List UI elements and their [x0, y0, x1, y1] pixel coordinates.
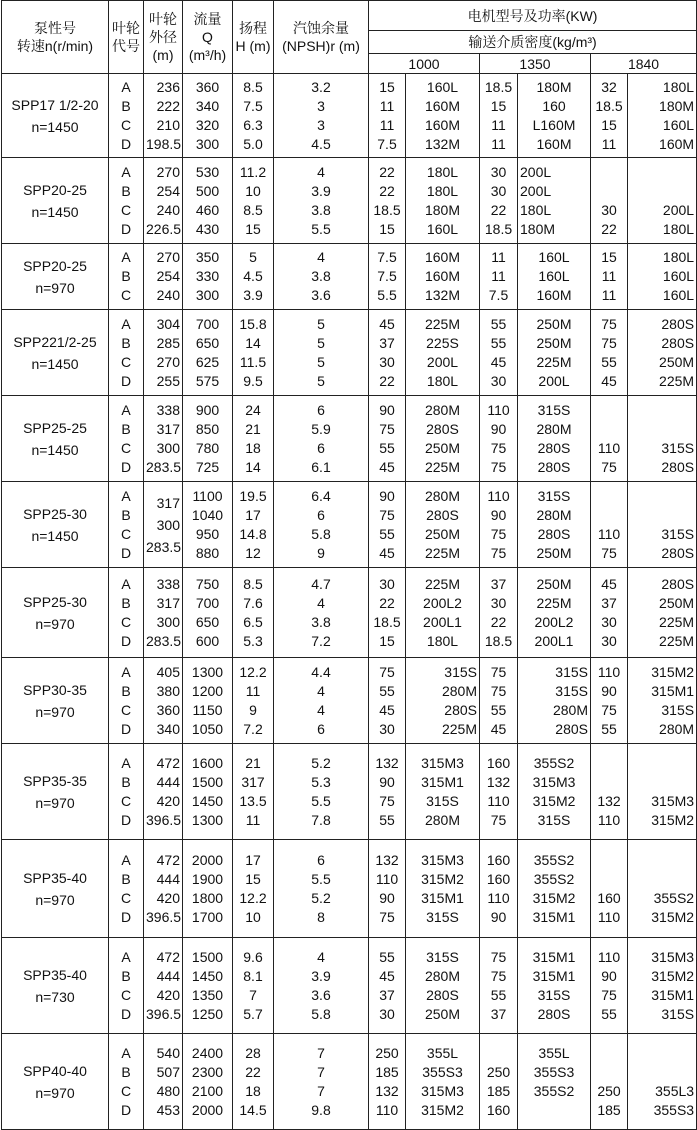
motor-1840-cell: 355S2 315M2 — [628, 840, 697, 938]
motor-1840-cell: 315S 280S — [628, 396, 697, 482]
motor-1350-cell: 315S 315S 280M 280S — [518, 658, 591, 744]
impeller-code-cell: A B C — [109, 244, 144, 310]
table-row — [2, 938, 697, 1034]
impeller-code-cell: A B C D — [109, 1034, 144, 1130]
impeller-diameter-cell: 405 380 360 340 — [144, 658, 183, 744]
power-1840-cell: 75 75 55 45 — [591, 310, 628, 396]
power-1350-cell: 250 185 160 — [480, 1034, 518, 1130]
power-1350-cell: 37 30 22 18.5 — [480, 568, 518, 658]
head-cell: 19.5 17 14.8 12 — [233, 482, 274, 568]
motor-1840-cell: 315S 280S — [628, 482, 697, 568]
motor-1350-cell: 160L 160L 160M — [518, 244, 591, 310]
pump-model-cell: SPP30-35 n=970 — [2, 658, 109, 744]
table-row — [2, 74, 697, 158]
impeller-diameter-cell: 338 317 300 283.5 — [144, 396, 183, 482]
table-row — [2, 482, 697, 568]
motor-1350-cell: 180M 160 L160M 160M — [518, 74, 591, 158]
impeller-code-cell: A B C D — [109, 658, 144, 744]
motor-1350-cell: 315M1 315M1 315S 280S — [518, 938, 591, 1034]
power-1840-cell: 110 90 75 55 — [591, 938, 628, 1034]
pump-model-cell: SPP25-25 n=1450 — [2, 396, 109, 482]
power-1000-cell: 15 11 11 7.5 — [369, 74, 406, 158]
power-1350-cell: 11 11 7.5 — [480, 244, 518, 310]
motor-1840-cell: 280S 250M 225M 225M — [628, 568, 697, 658]
motor-1350-cell: 355S2 355S2 315M2 315M1 — [518, 840, 591, 938]
header-head: 扬程 H (m) — [233, 1, 274, 74]
impeller-diameter-cell: 270 254 240 226.5 — [144, 158, 183, 244]
pump-model-cell: SPP40-40 n=970 — [2, 1034, 109, 1130]
motor-1000-cell: 160M 160M 132M — [406, 244, 480, 310]
pump-model-cell: SPP20-25 n=970 — [2, 244, 109, 310]
power-1000-cell: 7.5 7.5 5.5 — [369, 244, 406, 310]
power-1840-cell: 110 75 — [591, 396, 628, 482]
header-motor: 电机型号及功率(KW) — [369, 1, 697, 31]
power-1840-cell: 32 18.5 15 11 — [591, 74, 628, 158]
power-1000-cell: 45 37 30 22 — [369, 310, 406, 396]
motor-1350-cell: 250M 225M 200L2 200L1 — [518, 568, 591, 658]
power-1000-cell: 75 55 45 30 — [369, 658, 406, 744]
power-1350-cell: 55 55 45 30 — [480, 310, 518, 396]
motor-1840-cell: 200L 180L — [628, 158, 697, 244]
impeller-code-cell: A B C D — [109, 840, 144, 938]
table-row — [2, 744, 697, 840]
table-row — [2, 840, 697, 938]
motor-1000-cell: 315M3 315M1 315S 280M — [406, 744, 480, 840]
table-row — [2, 1034, 697, 1130]
header-density-1350: 1350 — [480, 54, 591, 74]
impeller-code-cell: A B C D — [109, 482, 144, 568]
impeller-code-cell: A B C D — [109, 396, 144, 482]
flow-cell: 1500 1450 1350 1250 — [183, 938, 233, 1034]
pump-model-cell: SPP35-40 n=730 — [2, 938, 109, 1034]
power-1840-cell: 45 37 30 30 — [591, 568, 628, 658]
head-cell: 9.6 8.1 7 5.7 — [233, 938, 274, 1034]
motor-1840-cell: 280S 280S 250M 225M — [628, 310, 697, 396]
flow-cell: 360 340 320 300 — [183, 74, 233, 158]
impeller-code-cell: A B C D — [109, 568, 144, 658]
flow-cell: 2400 2300 2100 2000 — [183, 1034, 233, 1130]
npsh-cell: 4.4 4 4 6 — [274, 658, 369, 744]
power-1000-cell: 90 75 55 45 — [369, 396, 406, 482]
npsh-cell: 7 7 7 9.8 — [274, 1034, 369, 1130]
npsh-cell: 5.2 5.3 5.5 7.8 — [274, 744, 369, 840]
impeller-diameter-cell: 317 300 283.5 — [144, 482, 183, 568]
motor-1840-cell: 180L 180M 160L 160M — [628, 74, 697, 158]
pump-model-cell: SPP35-35 n=970 — [2, 744, 109, 840]
power-1000-cell: 55 45 37 30 — [369, 938, 406, 1034]
head-cell: 24 21 18 14 — [233, 396, 274, 482]
impeller-code-cell: A B C D — [109, 938, 144, 1034]
power-1350-cell: 160 132 110 75 — [480, 744, 518, 840]
table-row — [2, 158, 697, 244]
motor-1000-cell: 225M 225S 200L 180L — [406, 310, 480, 396]
header-flow: 流量 Q (m³/h) — [183, 1, 233, 74]
motor-1840-cell: 315M3 315M2 315M1 315S — [628, 938, 697, 1034]
motor-1840-cell: 180L 160L 160L — [628, 244, 697, 310]
power-1000-cell: 132 90 75 55 — [369, 744, 406, 840]
power-1000-cell: 90 75 55 45 — [369, 482, 406, 568]
pump-model-cell: SPP221/2-25 n=1450 — [2, 310, 109, 396]
flow-cell: 1600 1500 1450 1300 — [183, 744, 233, 840]
power-1350-cell: 75 75 55 37 — [480, 938, 518, 1034]
power-1840-cell: 15 11 11 — [591, 244, 628, 310]
head-cell: 5 4.5 3.9 — [233, 244, 274, 310]
table-row — [2, 568, 697, 658]
npsh-cell: 4 3.9 3.6 5.8 — [274, 938, 369, 1034]
power-1000-cell: 30 22 18.5 15 — [369, 568, 406, 658]
npsh-cell: 6 5.5 5.2 8 — [274, 840, 369, 938]
impeller-diameter-cell: 304 285 270 255 — [144, 310, 183, 396]
power-1350-cell: 110 90 75 75 — [480, 482, 518, 568]
power-1000-cell: 22 22 18.5 15 — [369, 158, 406, 244]
motor-1840-cell: 315M2 315M1 315S 280M — [628, 658, 697, 744]
npsh-cell: 3.2 3 3 4.5 — [274, 74, 369, 158]
flow-cell: 1100 1040 950 880 — [183, 482, 233, 568]
motor-1000-cell: 280M 280S 250M 225M — [406, 396, 480, 482]
npsh-cell: 6 5.9 6 6.1 — [274, 396, 369, 482]
flow-cell: 900 850 780 725 — [183, 396, 233, 482]
power-1350-cell: 75 75 55 45 — [480, 658, 518, 744]
motor-1840-cell: 315M3 315M2 — [628, 744, 697, 840]
header-density: 输送介质密度(kg/m³) — [369, 31, 697, 54]
head-cell: 17 15 12.2 10 — [233, 840, 274, 938]
impeller-diameter-cell: 338 317 300 283.5 — [144, 568, 183, 658]
table-header — [2, 1, 697, 74]
motor-1000-cell: 225M 200L2 200L1 180L — [406, 568, 480, 658]
head-cell: 8.5 7.5 6.3 5.0 — [233, 74, 274, 158]
flow-cell: 530 500 460 430 — [183, 158, 233, 244]
npsh-cell: 5 5 5 5 — [274, 310, 369, 396]
power-1000-cell: 132 110 90 75 — [369, 840, 406, 938]
power-1840-cell: 250 185 — [591, 1034, 628, 1130]
pump-model-cell: SPP35-40 n=970 — [2, 840, 109, 938]
impeller-code-cell: A B C D — [109, 310, 144, 396]
power-1840-cell: 110 75 — [591, 482, 628, 568]
motor-1840-cell: 355L3 355S3 — [628, 1034, 697, 1130]
header-density-1000: 1000 — [369, 54, 480, 74]
motor-1350-cell: 355S2 315M3 315M2 315S — [518, 744, 591, 840]
power-1350-cell: 30 30 22 18.5 — [480, 158, 518, 244]
flow-cell: 1300 1200 1150 1050 — [183, 658, 233, 744]
impeller-code-cell: A B C D — [109, 744, 144, 840]
motor-1350-cell: 250M 250M 225M 200L — [518, 310, 591, 396]
header-npsh: 汽蚀余量 (NPSH)r (m) — [274, 1, 369, 74]
impeller-diameter-cell: 472 444 420 396.5 — [144, 938, 183, 1034]
motor-1000-cell: 160L 160M 160M 132M — [406, 74, 480, 158]
table-row — [2, 310, 697, 396]
impeller-code-cell: A B C D — [109, 158, 144, 244]
impeller-diameter-cell: 236 222 210 198.5 — [144, 74, 183, 158]
header-pump-model: 泵性号 转速n(r/min) — [2, 1, 109, 74]
power-1350-cell: 18.5 15 11 11 — [480, 74, 518, 158]
motor-1350-cell: 355L 355S3 355S2 — [518, 1034, 591, 1130]
table-row — [2, 244, 697, 310]
motor-1000-cell: 280M 280S 250M 225M — [406, 482, 480, 568]
motor-1350-cell: 315S 280M 280S 250M — [518, 482, 591, 568]
impeller-code-cell: A B C D — [109, 74, 144, 158]
head-cell: 15.8 14 11.5 9.5 — [233, 310, 274, 396]
table-row — [2, 396, 697, 482]
npsh-cell: 4.7 4 3.8 7.2 — [274, 568, 369, 658]
flow-cell: 750 700 650 600 — [183, 568, 233, 658]
header-impeller-code: 叶轮 代号 — [109, 1, 144, 74]
impeller-diameter-cell: 472 444 420 396.5 — [144, 744, 183, 840]
pump-model-cell: SPP25-30 n=970 — [2, 568, 109, 658]
head-cell: 12.2 11 9 7.2 — [233, 658, 274, 744]
power-1350-cell: 110 90 75 75 — [480, 396, 518, 482]
motor-1000-cell: 180L 180L 180M 160L — [406, 158, 480, 244]
head-cell: 8.5 7.6 6.5 5.3 — [233, 568, 274, 658]
flow-cell: 350 330 300 — [183, 244, 233, 310]
power-1840-cell: 30 22 — [591, 158, 628, 244]
flow-cell: 2000 1900 1800 1700 — [183, 840, 233, 938]
motor-1000-cell: 315S 280M 280S 225M — [406, 658, 480, 744]
flow-cell: 700 650 625 575 — [183, 310, 233, 396]
impeller-diameter-cell: 270 254 240 — [144, 244, 183, 310]
impeller-diameter-cell: 472 444 420 396.5 — [144, 840, 183, 938]
motor-1000-cell: 355L 355S3 315M3 315M2 — [406, 1034, 480, 1130]
table-body — [2, 74, 697, 1130]
power-1840-cell: 132 110 — [591, 744, 628, 840]
pump-model-cell: SPP17 1/2-20 n=1450 — [2, 74, 109, 158]
motor-1350-cell: 315S 280M 280S 280S — [518, 396, 591, 482]
npsh-cell: 6.4 6 5.8 9 — [274, 482, 369, 568]
head-cell: 28 22 18 14.5 — [233, 1034, 274, 1130]
header-density-1840: 1840 — [591, 54, 697, 74]
npsh-cell: 4 3.8 3.6 — [274, 244, 369, 310]
npsh-cell: 4 3.9 3.8 5.5 — [274, 158, 369, 244]
head-cell: 11.2 10 8.5 15 — [233, 158, 274, 244]
motor-1000-cell: 315M3 315M2 315M1 315S — [406, 840, 480, 938]
table-row — [2, 658, 697, 744]
power-1000-cell: 250 185 132 110 — [369, 1034, 406, 1130]
motor-1000-cell: 315S 280M 280S 250M — [406, 938, 480, 1034]
head-cell: 21 317 13.5 11 — [233, 744, 274, 840]
header-impeller-diameter: 叶轮 外径 (m) — [144, 1, 183, 74]
power-1350-cell: 160 160 110 90 — [480, 840, 518, 938]
power-1840-cell: 110 90 75 55 — [591, 658, 628, 744]
pump-model-cell: SPP20-25 n=1450 — [2, 158, 109, 244]
power-1840-cell: 160 110 — [591, 840, 628, 938]
pump-spec-table — [1, 0, 697, 1130]
pump-model-cell: SPP25-30 n=1450 — [2, 482, 109, 568]
motor-1350-cell: 200L 200L 180L 180M — [518, 158, 591, 244]
impeller-diameter-cell: 540 507 480 453 — [144, 1034, 183, 1130]
